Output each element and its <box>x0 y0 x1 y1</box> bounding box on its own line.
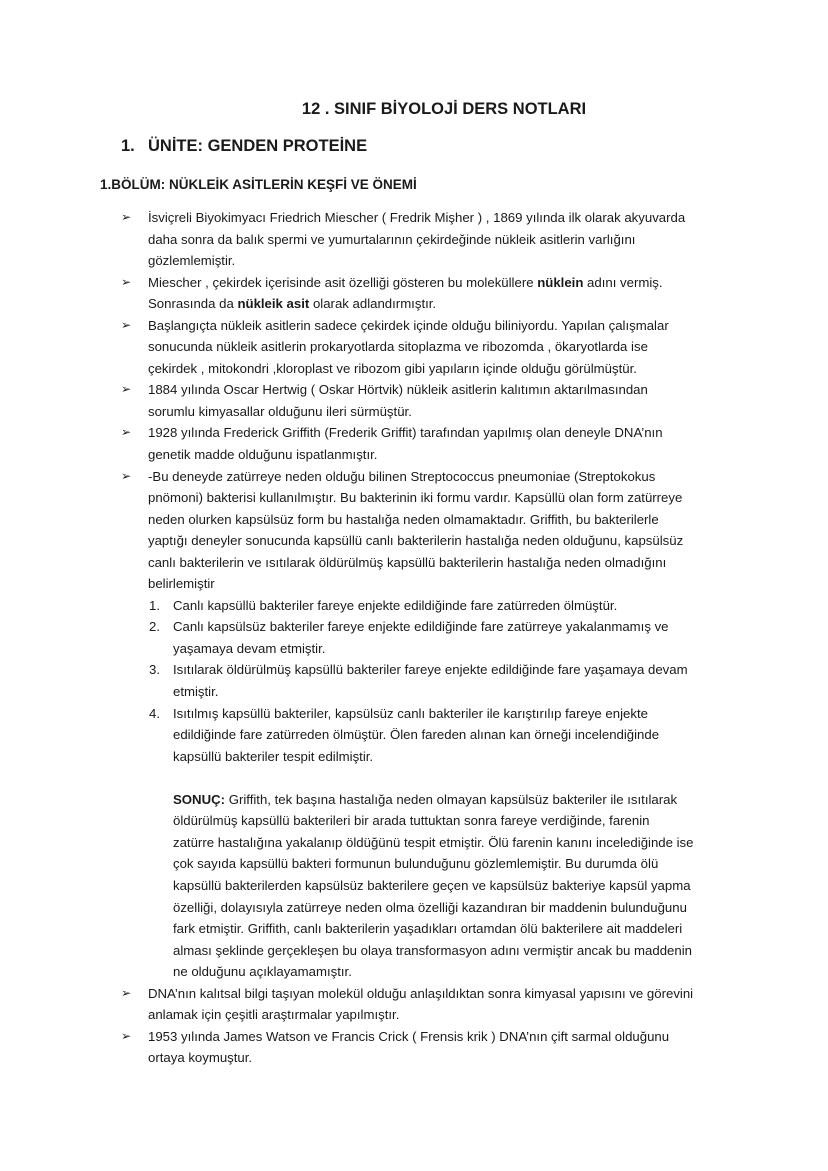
conclusion-paragraph <box>0 789 828 983</box>
list-number: 4. <box>149 705 160 721</box>
text-line: zatürre hastalığına yakalanıp öldüğünü tespit etmiştir. Ölü farenin kanını incelediğinde ise <box>173 834 694 850</box>
text-line: 1953 yılında James Watson ve Francis Crick ( Frensis krik ) DNA’nın çift sarmal olduğunu <box>148 1028 670 1044</box>
text-line: sorumlu kimyasallar olduğunu ileri sürmüştür. <box>148 403 412 419</box>
text-segment: Miescher , çekirdek içerisinde asit özelliği gösteren bu moleküllere <box>148 274 538 290</box>
bullet-item <box>0 983 828 1026</box>
text-segment: olarak adlandırmıştır. <box>309 296 437 312</box>
text-line: pnömoni) bakterisi kullanılmıştır. Bu bakterinin iki formu vardır. Kapsüllü olan form zatürreye <box>148 490 683 506</box>
arrow-bullet-icon: ➢ <box>121 317 132 332</box>
text-line: Canlı kapsülsüz bakteriler fareye enjekte edildiğinde fare zatürreye yakalanmamış ve <box>173 619 669 635</box>
text-line: gözlemlemiştir. <box>148 253 236 269</box>
text-segment: Griffith, tek başına hastalığa neden olmayan kapsülsüz bakteriler ile ısıtılarak <box>225 791 678 807</box>
text-line: DNA’nın kalıtsal bilgi taşıyan molekül olduğu anlaşıldıktan sonra kimyasal yapısını ve görevini <box>148 985 694 1001</box>
bullet-item <box>0 315 828 380</box>
text-line: canlı bakterilerin ve ısıtılarak öldürülmüş kapsüllü bakterilerin hastalığa neden olmadığını <box>148 554 667 570</box>
spacer <box>0 767 828 789</box>
text-line: Başlangıçta nükleik asitlerin sadece çekirdek içinde olduğu biliniyordu. Yapılan çalışmalar <box>148 317 669 333</box>
bullet-item <box>0 422 828 465</box>
text-line: genetik madde olduğunu ispatlanmıştır. <box>148 447 378 463</box>
bold-term: nükleik asit <box>237 296 310 312</box>
bullet-item <box>0 379 828 422</box>
text-line: çok sayıda kapsüllü bakteri formunun bulunduğunu gözlemlemiştir. Bu durumda ölü <box>173 856 659 872</box>
arrow-bullet-icon: ➢ <box>121 985 132 1000</box>
text-line: kapsüllü bakterilerden kapsülsüz bakterilere geçen ve kapsülsüz bakteriye kapsül yapma <box>173 877 691 893</box>
numbered-item <box>0 659 828 702</box>
bullet-item <box>0 207 828 272</box>
arrow-bullet-icon: ➢ <box>121 1028 132 1043</box>
bullet-item <box>0 272 828 315</box>
text-line: belirlemiştir <box>148 576 215 592</box>
text-segment: adını vermiş. <box>583 274 663 290</box>
numbered-item <box>0 595 828 617</box>
text-line: özelliği, dolayısıyla zatürreye neden olma özelliği kazandıran bir maddenin bulunduğunu <box>173 899 687 915</box>
text-line: neden olurken kapsülsüz form bu hastalığa neden olmamaktadır. Griffith, bu bakterilerle <box>148 511 659 527</box>
text-line: fark etmiştir. Griffith, canlı bakterilerin yaşadıkları ortamdan ölü bakterilere ait maddeleri <box>173 921 683 937</box>
list-number: 3. <box>149 662 160 678</box>
text-line: Isıtılarak öldürülmüş kapsüllü bakteriler fareye enjekte edildiğinde fare yaşamaya devam <box>173 662 688 678</box>
unit-title: ÜNİTE: GENDEN PROTEİNE <box>148 137 368 155</box>
text-line: etmiştir. <box>173 684 219 700</box>
document-title: 12 . SINIF BİYOLOJİ DERS NOTLARI <box>301 100 587 118</box>
unit-number: 1. <box>121 137 135 155</box>
text-line: anlamak için çeşitli araştırmalar yapılmıştır. <box>148 1007 400 1023</box>
text-line: edildiğinde fare zatürreden ölmüştür. Ölen fareden alınan kan örneği incelendiğinde <box>173 727 660 743</box>
arrow-bullet-icon: ➢ <box>121 425 132 440</box>
text-line: alması şeklinde gerçekleşen bu olaya transformasyon adını vermiştir ancak bu maddenin <box>173 942 692 958</box>
text-line: öldürülmüş kapsüllü bakterileri bir arada tuttuktan sonra fareye verdiğinde, farenin <box>173 813 650 829</box>
arrow-bullet-icon: ➢ <box>121 468 132 483</box>
text-line: 1928 yılında Frederick Griffith (Frederik Griffit) tarafından yapılmış olan deneyle DNA’nın <box>148 425 663 441</box>
arrow-bullet-icon: ➢ <box>121 382 132 397</box>
text-line: İsviçreli Biyokimyacı Friedrich Miescher ( Fredrik Mişher ) , 1869 yılında ilk olarak akyuvarda <box>148 210 686 225</box>
text-segment: Sonrasında da <box>148 296 238 312</box>
list-number: 2. <box>149 619 160 635</box>
arrow-bullet-icon: ➢ <box>121 274 132 289</box>
text-line: daha sonra da balık spermi ve yumurtalarının çekirdeğinde nükleik asitlerin varlığını <box>148 231 636 247</box>
bold-term: nüklein <box>537 274 584 290</box>
text-line: 1884 yılında Oscar Hertwig ( Oskar Hörtvik) nükleik asitlerin kalıtımın aktarılmasından <box>148 382 648 398</box>
text-line: Canlı kapsüllü bakteriler fareye enjekte edildiğinde fare zatürreden ölmüştür. <box>173 597 618 613</box>
text-line: kapsüllü bakteriler tespit edilmiştir. <box>173 748 374 764</box>
text-line: yaşamaya devam etmiştir. <box>173 640 326 656</box>
arrow-bullet-icon: ➢ <box>121 210 132 224</box>
text-line <box>0 789 828 811</box>
text-line <box>0 293 828 315</box>
text-line: Isıtılmış kapsüllü bakteriler, kapsülsüz canlı bakteriler ile karıştırılıp fareye enjekte <box>173 705 648 721</box>
text-line: ne olduğunu açıklayamamıştır. <box>173 964 352 980</box>
list-number: 1. <box>149 597 160 613</box>
text-line: yaptığı deneyler sonucunda kapsüllü canlı bakterilerin hastalığa neden olduğunu, kapsülsüz <box>148 533 684 549</box>
text-line: sonucunda nükleik asitlerin prokaryotlarda sitoplazma ve ribozomda , ökaryotlarda ise <box>148 339 648 355</box>
numbered-item <box>0 616 828 659</box>
text-line: -Bu deneyde zatürreye neden olduğu bilinen Streptococcus pneumoniae (Streptokokus <box>148 468 656 484</box>
text-line: çekirdek , mitokondri ,kloroplast ve ribozom gibi yapıların içinde olduğu görülmüştür. <box>148 360 637 376</box>
document-body <box>0 207 828 1069</box>
unit-heading <box>121 137 367 156</box>
text-line: ortaya koymuştur. <box>148 1050 253 1066</box>
numbered-item <box>0 703 828 768</box>
section-heading: 1.BÖLÜM: NÜKLEİK ASİTLERİN KEŞFİ VE ÖNEMİ <box>100 177 417 192</box>
bullet-item <box>0 466 828 595</box>
bullet-item <box>0 1026 828 1069</box>
bold-term: SONUÇ: <box>173 791 226 807</box>
